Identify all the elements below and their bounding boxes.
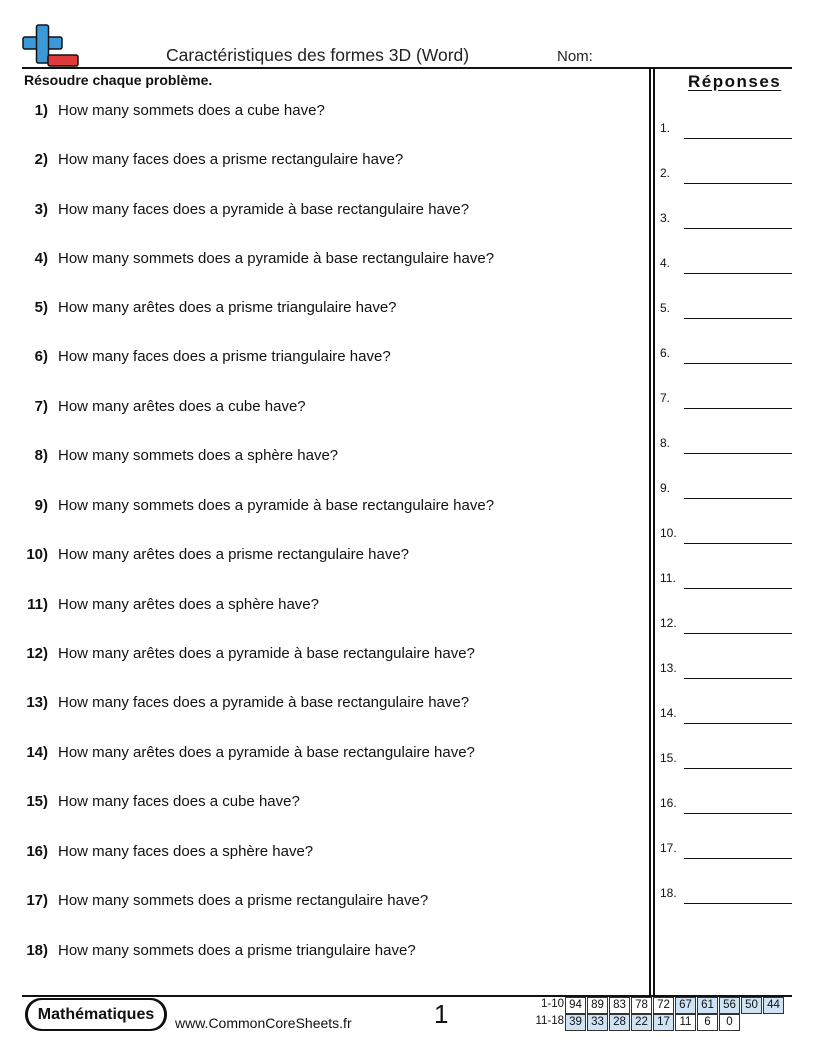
score-cell: 22 xyxy=(631,1014,652,1031)
score-cell: 44 xyxy=(763,997,784,1014)
question-number: 16) xyxy=(26,843,48,860)
question-text: How many sommets does a pyramide à base rectangulaire have? xyxy=(58,497,495,514)
question-text: How many arêtes does a sphère have? xyxy=(58,596,319,613)
answer-number: 8. xyxy=(660,436,671,450)
question-item xyxy=(0,348,640,368)
answer-blank[interactable] xyxy=(660,796,792,814)
question-item xyxy=(0,299,640,319)
question-number: 11) xyxy=(27,596,48,613)
question-number: 15) xyxy=(26,793,48,810)
question-text: How many arêtes does a cube have? xyxy=(58,398,306,415)
score-cell: 72 xyxy=(653,997,674,1014)
question-number: 1) xyxy=(34,102,48,119)
answer-blank[interactable] xyxy=(660,301,792,319)
question-item xyxy=(0,744,640,764)
answer-blank[interactable] xyxy=(660,886,792,904)
question-number: 4) xyxy=(34,250,48,267)
score-cell: 39 xyxy=(565,1014,586,1031)
question-text: How many arêtes does a prisme triangulaire have? xyxy=(58,299,397,316)
answer-blank[interactable] xyxy=(660,571,792,589)
answer-line xyxy=(684,903,792,904)
answer-blank[interactable] xyxy=(660,121,792,139)
question-text: How many sommets does a prisme rectangulaire have? xyxy=(58,892,429,909)
question-number: 10) xyxy=(26,546,48,563)
question-item xyxy=(0,102,640,122)
site-url: www.CommonCoreSheets.fr xyxy=(175,1015,352,1031)
question-text: How many faces does a cube have? xyxy=(58,793,300,810)
answer-number: 2. xyxy=(660,166,671,180)
answer-blank[interactable] xyxy=(660,706,792,724)
answer-number: 10. xyxy=(660,526,677,540)
question-item xyxy=(0,645,640,665)
score-cell: 78 xyxy=(631,997,652,1014)
question-item xyxy=(0,250,640,270)
question-text: How many sommets does a pyramide à base rectangulaire have? xyxy=(58,250,495,267)
answer-number: 16. xyxy=(660,796,677,810)
answer-line xyxy=(684,543,792,544)
score-row-label: 1-10 xyxy=(540,998,564,1010)
answer-line xyxy=(684,318,792,319)
column-divider xyxy=(649,67,651,996)
answer-line xyxy=(684,363,792,364)
answer-line xyxy=(684,678,792,679)
question-item xyxy=(0,497,640,517)
question-text: How many sommets does a prisme triangulaire have? xyxy=(58,942,416,959)
question-number: 7) xyxy=(34,398,48,415)
question-number: 9) xyxy=(34,497,48,514)
score-cell: 61 xyxy=(697,997,718,1014)
page-number: 1 xyxy=(434,999,449,1029)
score-cell: 50 xyxy=(741,997,762,1014)
answer-number: 9. xyxy=(660,481,671,495)
question-number: 17) xyxy=(26,892,48,909)
question-number: 2) xyxy=(34,151,48,168)
plus-minus-logo-icon xyxy=(22,24,80,68)
header-rule xyxy=(22,67,792,69)
question-item xyxy=(0,793,640,813)
answer-number: 7. xyxy=(660,391,671,405)
question-item xyxy=(0,201,640,221)
name-label: Nom: xyxy=(557,48,593,65)
page-title: Caractéristiques des formes 3D (Word) xyxy=(166,45,470,65)
score-cell: 0 xyxy=(719,1014,740,1031)
question-number: 12) xyxy=(26,645,48,662)
question-number: 6) xyxy=(34,348,48,365)
answer-number: 12. xyxy=(660,616,677,630)
question-text: How many sommets does a cube have? xyxy=(58,102,325,119)
score-cell: 67 xyxy=(675,997,696,1014)
answer-blank[interactable] xyxy=(660,526,792,544)
question-item xyxy=(0,447,640,467)
question-item xyxy=(0,843,640,863)
score-cell: 33 xyxy=(587,1014,608,1031)
answer-line xyxy=(684,138,792,139)
answer-blank[interactable] xyxy=(660,661,792,679)
question-text: How many arêtes does a prisme rectangulaire have? xyxy=(58,546,410,563)
brand-label: Mathématiques xyxy=(28,1000,164,1029)
answer-blank[interactable] xyxy=(660,166,792,184)
question-number: 3) xyxy=(34,201,48,218)
question-text: How many faces does a pyramide à base rectangulaire have? xyxy=(58,694,470,711)
score-row-label: 11-18 xyxy=(535,1015,564,1027)
question-number: 13) xyxy=(26,694,48,711)
answer-blank[interactable] xyxy=(660,391,792,409)
question-text: How many arêtes does a pyramide à base rectangulaire have? xyxy=(58,645,475,662)
answer-number: 6. xyxy=(660,346,671,360)
answer-line xyxy=(684,453,792,454)
answer-number: 5. xyxy=(660,301,671,315)
answer-blank[interactable] xyxy=(660,481,792,499)
answer-line xyxy=(684,588,792,589)
answer-number: 11. xyxy=(660,571,676,585)
answer-blank[interactable] xyxy=(660,841,792,859)
answer-number: 15. xyxy=(660,751,677,765)
answer-line xyxy=(684,183,792,184)
answer-line xyxy=(684,723,792,724)
question-text: How many arêtes does a pyramide à base rectangulaire have? xyxy=(58,744,475,761)
answer-blank[interactable] xyxy=(660,751,792,769)
question-item xyxy=(0,151,640,171)
answer-blank[interactable] xyxy=(660,256,792,274)
question-item xyxy=(0,596,640,616)
answer-line xyxy=(684,498,792,499)
score-cell: 6 xyxy=(697,1014,718,1031)
answer-blank[interactable] xyxy=(660,436,792,454)
answer-number: 14. xyxy=(660,706,677,720)
question-number: 8) xyxy=(34,447,48,464)
answer-blank[interactable] xyxy=(660,616,792,634)
answers-title: Réponses xyxy=(688,72,782,91)
score-cell: 94 xyxy=(565,997,586,1014)
question-text: How many sommets does a sphère have? xyxy=(58,447,339,464)
answer-number: 4. xyxy=(660,256,671,270)
answer-number: 17. xyxy=(660,841,677,855)
answer-blank[interactable] xyxy=(660,346,792,364)
question-number: 14) xyxy=(26,744,48,761)
question-item xyxy=(0,694,640,714)
answer-line xyxy=(684,273,792,274)
question-item xyxy=(0,942,640,962)
question-number: 5) xyxy=(34,299,48,316)
question-number: 18) xyxy=(26,942,48,959)
answer-line xyxy=(684,858,792,859)
answer-number: 1. xyxy=(660,121,671,135)
score-cell: 11 xyxy=(675,1014,696,1031)
score-cell: 89 xyxy=(587,997,608,1014)
question-item xyxy=(0,398,640,418)
question-text: How many faces does a sphère have? xyxy=(58,843,314,860)
answer-number: 3. xyxy=(660,211,671,225)
score-cell: 56 xyxy=(719,997,740,1014)
answer-line xyxy=(684,408,792,409)
answer-number: 18. xyxy=(660,886,677,900)
column-divider-inner xyxy=(653,67,655,996)
answer-line xyxy=(684,228,792,229)
answer-line xyxy=(684,813,792,814)
score-cell: 28 xyxy=(609,1014,630,1031)
answer-line xyxy=(684,768,792,769)
question-text: How many faces does a prisme rectangulaire have? xyxy=(58,151,404,168)
question-text: How many faces does a prisme triangulaire have? xyxy=(58,348,391,365)
question-item xyxy=(0,892,640,912)
score-cell: 83 xyxy=(609,997,630,1014)
score-cell: 17 xyxy=(653,1014,674,1031)
answer-blank[interactable] xyxy=(660,211,792,229)
answer-line xyxy=(684,633,792,634)
answer-number: 13. xyxy=(660,661,677,675)
question-text: How many faces does a pyramide à base rectangulaire have? xyxy=(58,201,470,218)
question-item xyxy=(0,546,640,566)
instructions: Résoudre chaque problème. xyxy=(24,72,213,88)
